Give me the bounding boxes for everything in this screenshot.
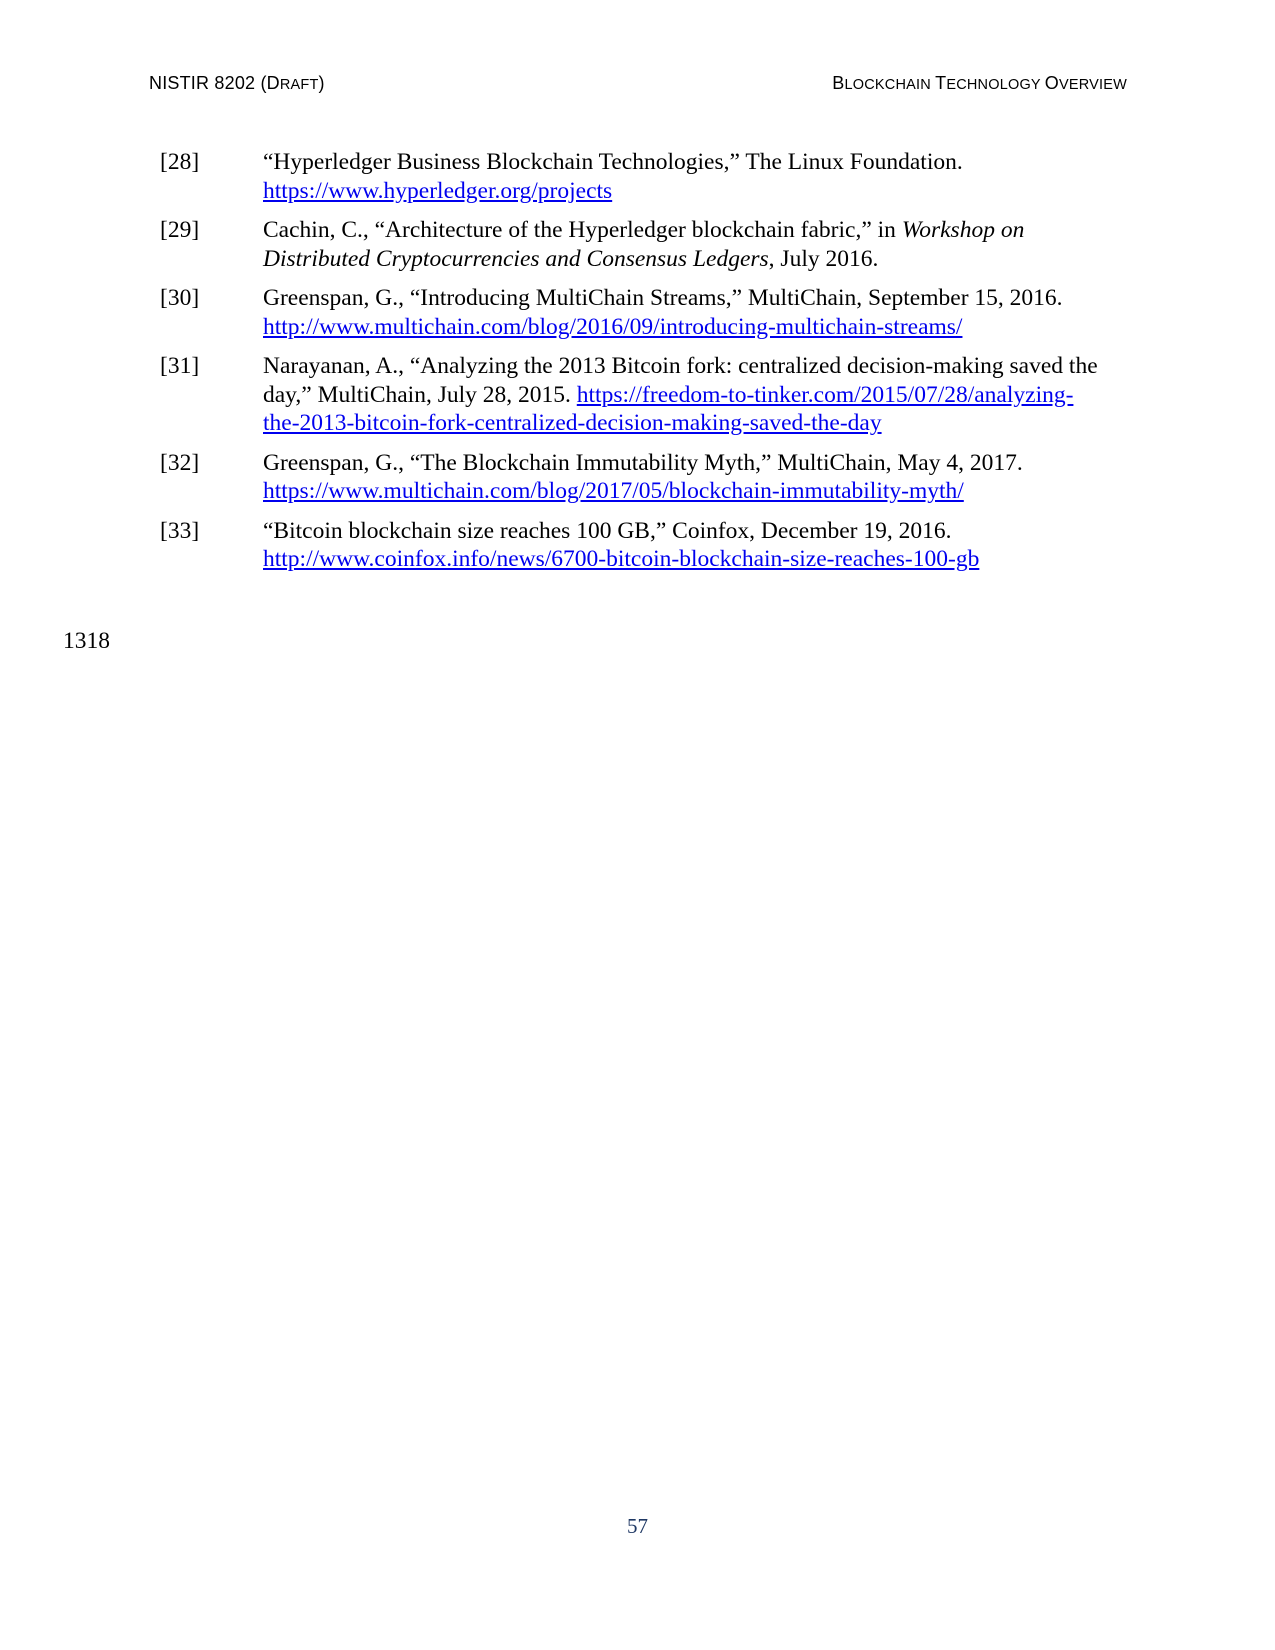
reference-number: [30] [160, 285, 200, 311]
reference-item [160, 449, 1100, 506]
reference-text: Cachin, C., “Architecture of the Hyperledger blockchain fabric,” in Workshop on Distributed Cryptocurrencies and Consensus Ledgers, July 2016. [263, 217, 1025, 272]
reference-item [160, 216, 1100, 273]
line-number: 1318 [63, 628, 110, 654]
reference-link[interactable]: https://freedom-to-tinker.com/2015/07/28/analyzing-the-2013-bitcoin-fork-centralized-decision-making-saved-the-day [263, 381, 1074, 436]
reference-text: Greenspan, G., “Introducing MultiChain Streams,” MultiChain, September 15, 2016. http://www.multichain.com/blog/2016/09/introducing-multichain-streams/ [263, 285, 1063, 340]
reference-item [160, 284, 1100, 341]
reference-number: [33] [160, 517, 200, 544]
reference-number: [32] [160, 449, 200, 476]
reference-text: “Bitcoin blockchain size reaches 100 GB,” Coinfox, December 19, 2016. http://www.coinfox.info/news/6700-bitcoin-blockchain-size-reaches-100-gb [263, 517, 980, 572]
reference-item [160, 517, 1100, 574]
reference-number: [28] [160, 149, 200, 175]
reference-number: [29] [160, 217, 200, 243]
reference-text: Narayanan, A., “Analyzing the 2013 Bitcoin fork: centralized decision-making saved the day,” MultiChain, July 28, 2015. https://freedom-to-tinker.com/2015/07/28/analyzing-the-2013-bitcoin-fork-centralized-decision-making-saved-the-day [263, 353, 1098, 436]
reference-text: Greenspan, G., “The Blockchain Immutability Myth,” MultiChain, May 4, 2017. https://www.multichain.com/blog/2017/05/blockchain-immutability-myth/ [263, 449, 1023, 504]
reference-venue: Workshop on Distributed Cryptocurrencies and Consensus Ledgers [263, 217, 1025, 272]
reference-number: [31] [160, 353, 200, 379]
reference-text: “Hyperledger Business Blockchain Technologies,” The Linux Foundation. https://www.hyperledger.org/projects [263, 149, 963, 204]
reference-link[interactable]: https://www.multichain.com/blog/2017/05/blockchain-immutability-myth/ [263, 478, 964, 504]
header-report-id: NISTIR 8202 (DRAFT) [149, 73, 325, 93]
reference-item [160, 148, 1100, 205]
reference-link[interactable]: http://www.multichain.com/blog/2016/09/introducing-multichain-streams/ [263, 313, 963, 340]
reference-item [160, 352, 1100, 438]
reference-link[interactable]: http://www.coinfox.info/news/6700-bitcoin-blockchain-size-reaches-100-gb [263, 546, 980, 572]
reference-link[interactable]: https://www.hyperledger.org/projects [263, 177, 613, 204]
reference-list [160, 148, 1100, 585]
header-document-title: BLOCKCHAIN TECHNOLOGY OVERVIEW [832, 73, 1127, 93]
page-number: 57 [627, 1514, 648, 1538]
